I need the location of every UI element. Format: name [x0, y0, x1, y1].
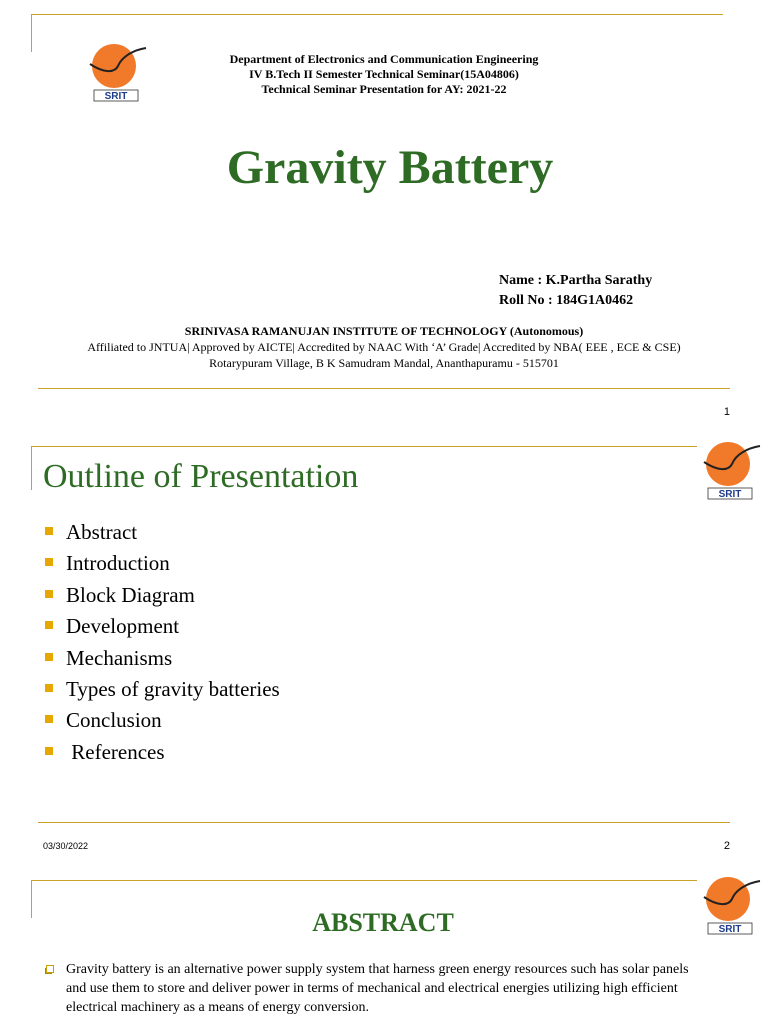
slide-title: ABSTRACT: [312, 908, 454, 937]
presenter-name: Name : K.Partha Sarathy: [499, 273, 653, 288]
frame-line: [31, 880, 697, 881]
frame-line: [31, 880, 32, 918]
square-bullet-icon: [45, 653, 53, 661]
list-item: Abstract: [45, 520, 137, 544]
srit-logo: [698, 875, 756, 937]
frame-line: [31, 446, 32, 490]
list-item: Introduction: [45, 551, 170, 575]
roll-number: Roll No : 184G1A0462: [499, 293, 634, 308]
department-line: Department of Electronics and Communication Engineering: [229, 52, 539, 66]
svg-text:SRIT: SRIT: [718, 924, 742, 935]
list-item: Conclusion: [45, 708, 162, 732]
academic-year-line: Technical Seminar Presentation for AY: 2021-22: [261, 82, 507, 96]
address-line: Rotarypuram Village, B K Samudram Mandal, Ananthapuramu - 515701: [209, 356, 559, 370]
square-bullet-icon: [45, 558, 53, 566]
footer-line: [38, 388, 730, 389]
course-line: IV B.Tech II Semester Technical Seminar(15A04806): [249, 67, 519, 81]
slide-title: Outline of Presentation: [43, 458, 359, 495]
page-number: 2: [723, 840, 730, 852]
slide-date: 03/30/2022: [43, 841, 89, 851]
frame-line: [31, 446, 697, 447]
srit-logo: [84, 42, 142, 104]
hollow-square-bullet-icon: [44, 961, 60, 975]
presenter-info: [499, 271, 652, 311]
institute-block: [20, 323, 748, 371]
square-bullet-icon: [45, 684, 53, 692]
srit-logo: [698, 440, 756, 502]
footer-line: [38, 822, 730, 823]
abstract-text: Gravity battery is an alternative power supply system that harness green energy resources such has solar panels and use them to store and deliver power in terms of mechanical and electrical energies utilizing high efficient electrical machinery as a means of energy conversion.: [66, 962, 689, 1015]
list-item: Block Diagram: [45, 583, 195, 607]
svg-text:SRIT: SRIT: [718, 489, 742, 500]
square-bullet-icon: [45, 747, 53, 755]
seminar-header: [170, 52, 598, 97]
square-bullet-icon: [45, 621, 53, 629]
list-item: Types of gravity batteries: [45, 677, 280, 701]
frame-line: [31, 14, 723, 15]
svg-text:SRIT: SRIT: [104, 91, 128, 102]
list-item: Mechanisms: [45, 646, 172, 670]
list-item: Development: [45, 614, 179, 638]
slide-title: Gravity Battery: [226, 141, 554, 194]
square-bullet-icon: [45, 715, 53, 723]
square-bullet-icon: [45, 590, 53, 598]
page-number: 1: [723, 406, 730, 418]
institute-name: SRINIVASA RAMANUJAN INSTITUTE OF TECHNOLOGY (Autonomous): [184, 324, 584, 338]
list-item: References: [45, 740, 165, 764]
affiliation-line: Affiliated to JNTUA| Approved by AICTE| Accredited by NAAC With ‘A’ Grade| Accredited by NBA( EEE , ECE & CSE): [87, 340, 681, 354]
square-bullet-icon: [45, 527, 53, 535]
frame-line: [31, 14, 32, 52]
